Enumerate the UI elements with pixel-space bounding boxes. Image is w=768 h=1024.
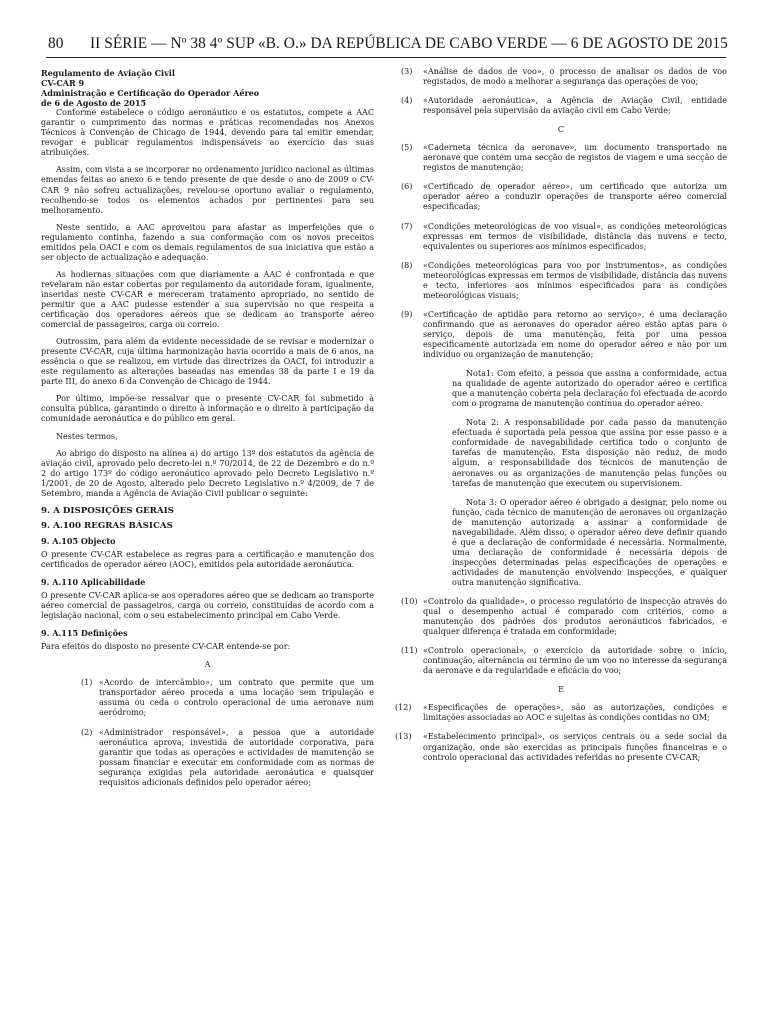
item-number: (2) <box>81 727 93 737</box>
regulation-date: de 6 de Agosto de 2015 <box>41 98 147 109</box>
definition-item <box>395 310 727 360</box>
item-number: (7) <box>401 221 413 231</box>
definition-item <box>395 67 727 87</box>
section-heading: 9. A DISPOSIÇÕES GERAIS <box>41 505 174 516</box>
item-number: (3) <box>401 67 413 76</box>
paragraph: As hodiernas situações com que diariamente a AAC é confrontada e que revelaram não estar cobertas por regulamento da autoridade foram, igualmente, inseridas neste CV-CAR e mereceram tratamento apropriado, no sentido de permitir que a AAC pudesse estender a sua supervisão no que respeita a certificação dos operadores aéreos que se dedicam ao transporte aéreo comercial de passageiros, carga ou correio. <box>41 269 374 330</box>
section-heading: 9. A.100 REGRAS BÁSICAS <box>41 520 173 531</box>
item-number: (6) <box>401 182 413 192</box>
paragraph: Ao abrigo do disposto na alínea a) do artigo 13º dos estatutos da agência de aviação civil, aprovado pelo decreto-lei n.º 70/2014, de 22 de Dezembro e do n.º 2 do artigo 173º do código aeronáutico aprovado pelo Decreto Legislativo n.º 1/2001, de 20 de Agosto, alterado pelo Decreto Legislativo n.º 4/2009, de 7 de Setembro, manda a Agência de Aviação Civil publicar o seguinte: <box>41 448 374 498</box>
note: Nota 3: O operador aéreo é obrigado a designar, pelo nome ou função, cada técnico de manutenção de aeronaves ou organização de manutenção autorizada a assinar a conformidade de navegabilidade. Além disso, o operador aéreo deve definir quando é que a declaração de conformidade é necessária. Normalmente, uma declaração de conformidade é necessária depois de inspecções determinadas pelas especificações de operações e actividades de manutenção envolvendo inspecções, e qualquer outra manutenção significativa. <box>452 497 727 587</box>
item-number: (1) <box>81 678 93 688</box>
section-heading: 9. A.105 Objecto <box>41 535 116 546</box>
definition-item <box>395 732 727 762</box>
item-text: «Análise de dados de voo», o processo de analisar os dados de voo registados, de modo a melhorar a segurança das operações de voo; <box>423 67 727 87</box>
item-text: «Controlo operacional», o exercício da autoridade sobre o início, continuação, alternância ou término de um voo no interesse da segurança da aeronave e da regularidade e eficácia do voo; <box>423 646 727 676</box>
item-text: «Caderneta técnica da aeronave», um documento transportado na aeronave que contém uma secção de registos de viagem e uma secção de registos de manutenção; <box>423 143 727 173</box>
paragraph: O presente CV-CAR estabelece as regras para a certificação e manutenção dos certificados de operador aéreo (AOC), emitidos pela autoridade aeronáutica. <box>41 549 374 569</box>
definition-item <box>395 261 727 301</box>
paragraph: Assim, com vista a se incorporar no ordenamento jurídico nacional as últimas emendas feitas ao anexo 6 e tendo presente de que desde o ano de 2009 o CV-CAR 9 não sofreu actualizações, revelou-se oportuno avaliar o regulamento, recolhendo-se todos os elementos achados por pertinentes para seu melhoramento. <box>41 165 374 215</box>
item-number: (5) <box>401 143 413 153</box>
item-number: (11) <box>401 646 418 656</box>
definition-item <box>395 597 727 637</box>
item-number: (12) <box>395 703 412 713</box>
item-text: «Controlo da qualidade», o processo regulatório de inspecção através do qual o desempenho actual é comparado com critérios, como a manutenção dos padrões dos produtos aeronáuticos fabricados, e qualquer diferença é tratada em conformidade; <box>423 597 727 637</box>
section-heading: 9. A.110 Aplicabilidade <box>41 577 146 588</box>
regulation-subject: Administração e Certificação do Operador Aéreo <box>41 88 260 99</box>
item-text: «Especificações de operações», são as autorizações, condições e limitações associadas ao AOC e sujeitas às condições contidas no OM; <box>423 703 727 723</box>
letter-heading: C <box>557 125 565 135</box>
item-number: (4) <box>401 96 413 106</box>
definition-item <box>395 96 727 116</box>
item-number: (8) <box>401 260 413 270</box>
regulation-title: Regulamento de Aviação Civil <box>41 68 175 78</box>
definition-item <box>395 182 727 212</box>
definition-item <box>395 646 727 676</box>
right-column <box>395 67 727 772</box>
page-header <box>48 35 726 53</box>
item-text: «Condições meteorológicas de voo visual», as condições meteorológicas expressas em termos de visibilidade, distância das nuvens e tecto, equivalentes ou superiores aos mínimos especificados; <box>423 221 727 251</box>
definition-item <box>395 222 727 252</box>
item-number: (13) <box>395 732 412 742</box>
definition-item <box>395 143 727 173</box>
section-heading: 9. A.115 Definições <box>41 628 128 639</box>
paragraph: Nestes termos, <box>56 431 118 441</box>
item-text: «Condições meteorológicas para voo por instrumentos», as condições meteorológicas expressas em termos de visibilidade, distância das nuvens e tecto, inferiores aos mínimos especificados para as condições meteorológicas visuais; <box>423 260 727 300</box>
paragraph: Por último, impõe-se ressalvar que o presente CV-CAR foi submetido à consulta pública, garantindo o direito à informação e o direito à participação da comunidade aeronáutica e do público em geral. <box>41 394 374 424</box>
regulation-code: CV-CAR 9 <box>41 78 85 89</box>
journal-title: II SÉRIE — Nº 38 4º SUP «B. O.» DA REPÚBLICA DE CABO VERDE — 6 DE AGOSTO DE 2015 <box>90 35 728 52</box>
item-text: «Autoridade aeronáutica», a Agência de Aviação Civil, entidade responsável pela supervisão da aviação civil em Cabo Verde; <box>423 96 727 116</box>
definition-item <box>41 678 374 718</box>
letter-heading: A <box>204 660 211 670</box>
definition-item <box>395 703 727 723</box>
left-column <box>41 67 374 797</box>
item-text: «Administrador responsável», a pessoa que a autoridade aeronáutica aprova, investida de autoridade corporativa, para garantir que todas as operações e actividades de manutenção se possam financiar e executar em conformidade com as normas de segurança exigidas pela autoridade aeronáutica e quaisquer requisitos adicionais definidos pelo operador aéreo; <box>99 727 374 787</box>
paragraph: O presente CV-CAR aplica-se aos operadores aéreo que se dedicam ao transporte aéreo comercial de passageiros, carga ou correio, constituídas de acordo com a legislação nacional, com o seu estabelecimento principal em Cabo Verde. <box>41 591 374 621</box>
item-text: «Estabelecimento principal», os serviços centrais ou a sede social da organização, onde são exercidas as principais funções financeiras e o controlo operacional das actividades referidas no presente CV-CAR; <box>423 732 727 762</box>
item-text: «Certificado de operador aéreo», um certificado que autoriza um operador aéreo a conduzir operações de transporte aéreo comercial especificadas; <box>423 182 727 212</box>
paragraph: Conforme estabelece o código aeronáutico e os estatutos, compete a AAC garantir o cumprimento das normas e práticas recomendadas nos Anexos Técnicos à Convenção de Chicago de 1944, devendo para tal emitir emendar, revogar e publicar regulamentos indispensáveis ao exercício das suas atribuições. <box>41 108 374 158</box>
paragraph: Neste sentido, a AAC aproveitou para afastar as imperfeições que o regulamento continha, fazendo a sua conformação com os novos preceitos emitidos pela OACI e com os demais regulamentos de sua iniciativa que estão a ser objecto de actualização e adequação. <box>41 222 374 262</box>
page-number: 80 <box>48 35 64 52</box>
item-text: «Acordo de intercâmbio», um contrato que permite que um transportador aéreo proceda a uma locação sem tripulação e assuma ou ceda o controlo operacional de uma aeronave num aeródromo; <box>99 678 374 718</box>
note: Nota1: Com efeito, a pessoa que assina a conformidade, actua na qualidade de agente autorizado do operador aéreo e certifica que a manutenção coberta pela declaração foi efectuada de acordo com o programa de manutenção contínua do operador aéreo. <box>452 369 727 409</box>
paragraph: Para efeitos do disposto no presente CV-CAR entende-se por: <box>41 642 291 652</box>
letter-heading: E <box>558 685 564 695</box>
definition-item <box>41 728 374 788</box>
item-number: (10) <box>401 597 418 607</box>
item-text: «Certificação de aptidão para retorno ao serviço», é uma declaração confirmando que as aeronaves do operador aéreo estão aptas para o serviço, depois de uma manutenção, feita por uma pessoa especificamente autorizada em nome do operador aéreo e não por um indivíduo ou organização de manutenção; <box>423 309 727 360</box>
item-number: (9) <box>401 309 413 319</box>
note: Nota 2: A responsabilidade por cada passo da manutenção efectuada é suportada pela pessoa que assina por esse passo e a conformidade de navegabilidade certifica todo o conjunto de tarefas de manutenção. Esta disposição não reduz, de modo algum, a responsabilidade dos técnicos de manutenção de aeronaves ou as organizações de manutenção pelas funções ou tarefas de manutenção que executem ou supervisionem. <box>452 418 727 488</box>
header-rule <box>46 57 726 58</box>
paragraph: Outrossim, para além da evidente necessidade de se revisar e modernizar o presente CV-CAR, cuja última harmonização havia ocorrido a mais de 6 anos, na essência o que se realizou, em virtude das directrizes da OACI, foi introduzir a este regulamento as alterações baseadas nas emendas 38 da parte I e 19 da parte III, do anexo 6 da Convenção de Chicago de 1944. <box>41 337 374 387</box>
